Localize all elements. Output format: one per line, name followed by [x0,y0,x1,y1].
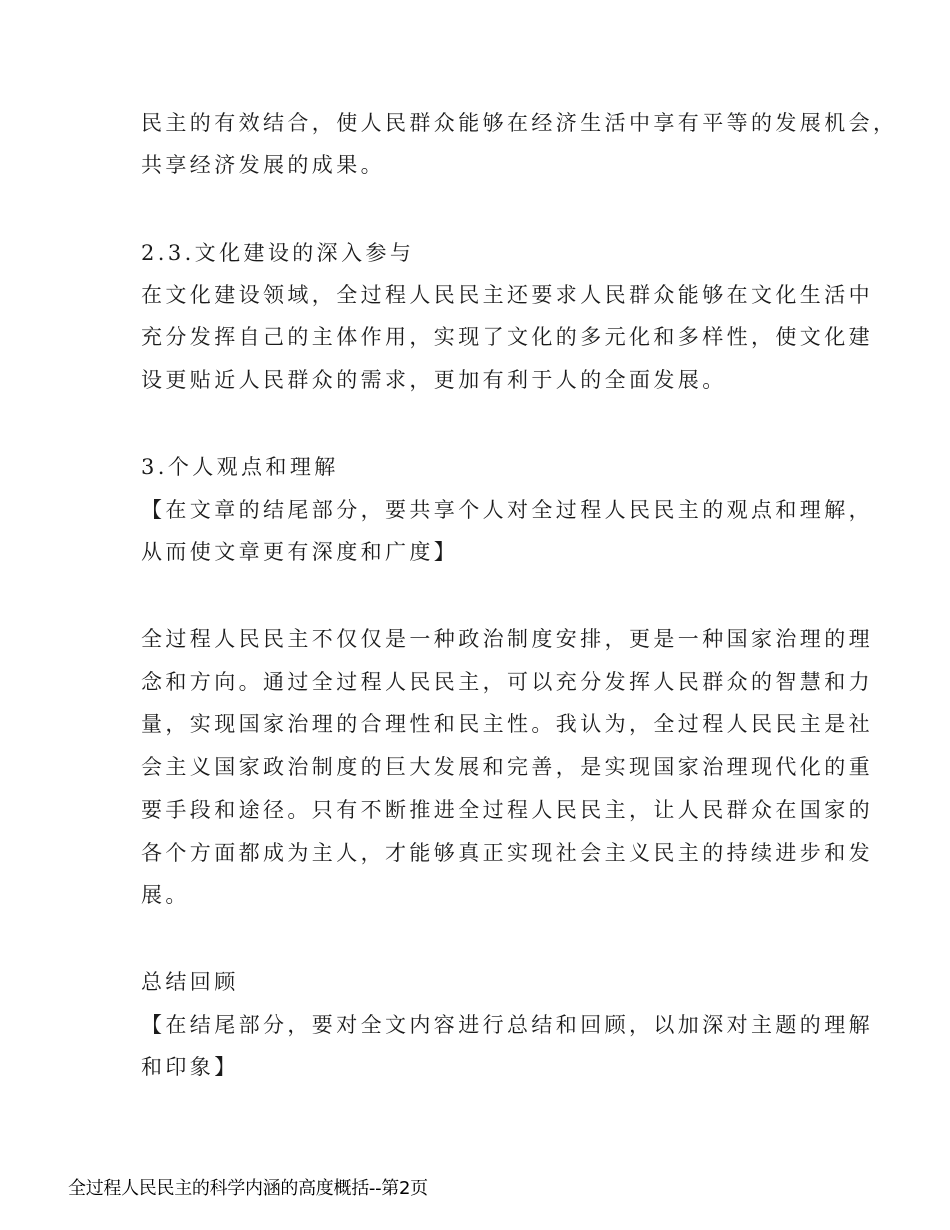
paragraph-line: 展。 [141,883,190,907]
note-line: 【在文章的结尾部分，要共享个人对全过程人民民主的观点和理解， [141,498,873,522]
section-heading: 总结回顾 [141,970,239,994]
section-heading: 2.3.文化建设的深入参与 [141,241,415,265]
page-footer: 全过程人民民主的科学内涵的高度概括--第2页 [68,1178,428,1199]
paragraph-line: 会主义国家政治制度的巨大发展和完善，是实现国家治理现代化的重 [141,755,873,779]
paragraph-line: 全过程人民民主不仅仅是一种政治制度安排，更是一种国家治理的理 [141,627,873,651]
paragraph-line: 量，实现国家治理的合理性和民主性。我认为，全过程人民民主是社 [141,712,873,736]
paragraph-line: 充分发挥自己的主体作用，实现了文化的多元化和多样性，使文化建 [141,325,873,349]
paragraph-line: 各个方面都成为主人，才能够真正实现社会主义民主的持续进步和发 [141,841,873,865]
paragraph-line: 在文化建设领域，全过程人民民主还要求人民群众能够在文化生活中 [141,283,873,307]
paragraph-line: 念和方向。通过全过程人民民主，可以充分发挥人民群众的智慧和力 [141,670,873,694]
note-line: 和印象】 [141,1055,239,1079]
paragraph-line: 要手段和途径。只有不断推进全过程人民民主，让人民群众在国家的 [141,798,873,822]
paragraph-line: 民主的有效结合，使人民群众能够在经济生活中享有平等的发展机会， [141,111,898,135]
section-heading: 3.个人观点和理解 [141,455,339,479]
note-line: 【在结尾部分，要对全文内容进行总结和回顾，以加深对主题的理解 [141,1013,873,1037]
paragraph-line: 共享经济发展的成果。 [141,153,385,177]
note-line: 从而使文章更有深度和广度】 [141,540,459,564]
paragraph-line: 设更贴近人民群众的需求，更加有利于人的全面发展。 [141,368,727,392]
